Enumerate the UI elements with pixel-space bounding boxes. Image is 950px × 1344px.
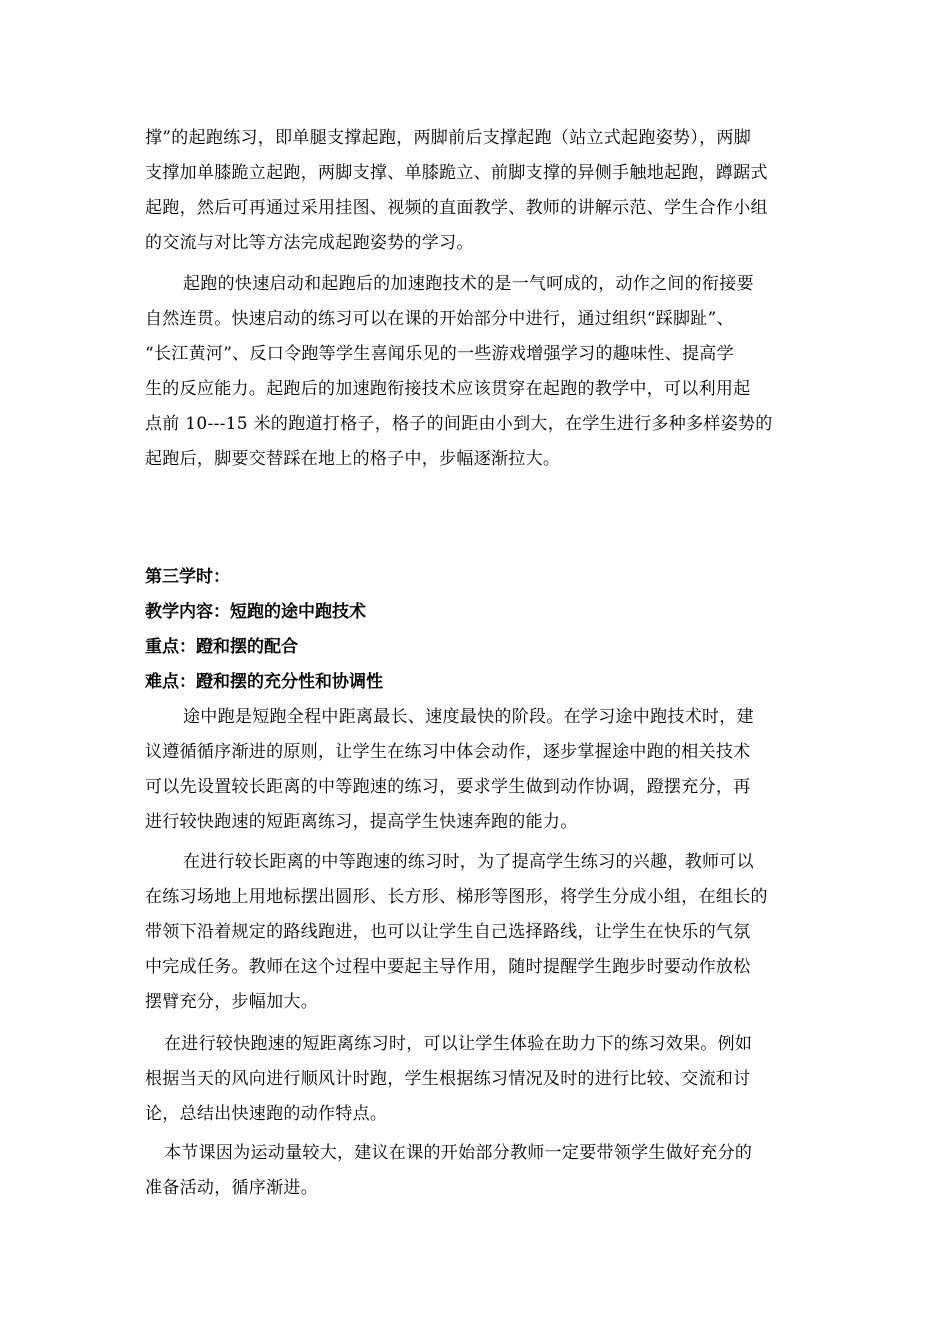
text-line: 可以先设置较长距离的中等跑速的练习，要求学生做到动作协调，蹬摆充分，再 xyxy=(145,777,751,797)
section-third-lesson xyxy=(145,560,809,700)
text-line: 中完成任务。教师在这个过程中要起主导作用，随时提醒学生跑步时要动作放松 xyxy=(145,957,751,977)
text-line: 起跑后，脚要交替踩在地上的格子中，步幅逐渐拉大。 xyxy=(145,449,561,469)
text-line: 准备活动，循序渐进。 xyxy=(145,1178,318,1198)
text-line: 议遵循循序渐进的原则，让学生在练习中体会动作，逐步掌握途中跑的相关技术 xyxy=(145,742,751,762)
text-line: 生的反应能力。起跑后的加速跑衔接技术应该贯穿在起跑的教学中，可以利用起 xyxy=(145,379,751,399)
text-line: 本节课因为运动量较大，建议在课的开始部分教师一定要带领学生做好充分的 xyxy=(164,1143,753,1163)
teaching-content: 教学内容：短跑的途中跑技术 xyxy=(145,602,366,622)
text-line: 带领下沿着规定的路线跑进，也可以让学生自己选择路线，让学生在快乐的气氛 xyxy=(145,922,751,942)
text-line: 支撑加单膝跪立起跑，两脚支撑、单膝跪立、前脚支撑的异侧手触地起跑，蹲踞式 xyxy=(145,163,768,183)
text-line: 根据当天的风向进行顺风计时跑，学生根据练习情况及时的进行比较、交流和讨 xyxy=(145,1069,751,1089)
paragraph-quick-start xyxy=(145,267,809,477)
text-line: 进行较快跑速的短距离练习，提高学生快速奔跑的能力。 xyxy=(145,812,578,832)
paragraph-longer-distance xyxy=(145,845,809,1020)
key-point: 重点：蹬和摆的配合 xyxy=(145,637,298,657)
paragraph-short-distance xyxy=(145,1027,809,1132)
text-line: 撑”的起跑练习，即单腿支撑起跑，两脚前后支撑起跑（站立式起跑姿势），两脚 xyxy=(145,128,751,148)
text-line: 在练习场地上用地标摆出圆形、长方形、梯形等图形，将学生分成小组，在组长的 xyxy=(145,887,768,907)
text-line: 自然连贯。快速启动的练习可以在课的开始部分中进行，通过组织“踩脚趾”、 xyxy=(145,309,734,329)
text-line: 在进行较长距离的中等跑速的练习时，为了提高学生练习的兴趣，教师可以 xyxy=(183,852,754,872)
text-line: “长江黄河”、反口令跑等学生喜闻乐见的一些游戏增强学习的趣味性、提高学 xyxy=(145,344,734,364)
text-line: 起跑的快速启动和起跑后的加速跑技术的是一气呵成的，动作之间的衔接要 xyxy=(183,274,754,294)
text-line: 论，总结出快速跑的动作特点。 xyxy=(145,1104,388,1124)
text-line: 在进行较快跑速的短距离练习时，可以让学生体验在助力下的练习效果。例如 xyxy=(164,1034,753,1054)
paragraph-warmup xyxy=(145,1136,809,1206)
text-line: 的交流与对比等方法完成起跑姿势的学习。 xyxy=(145,233,474,253)
text-line: 摆臂充分，步幅加大。 xyxy=(145,992,318,1012)
section-title: 第三学时： xyxy=(145,567,230,587)
text-line: 点前 10---15 米的跑道打格子，格子的间距由小到大，在学生进行多种多样姿势的 xyxy=(145,414,773,434)
text-line: 起跑，然后可再通过采用挂图、视频的直面教学、教师的讲解示范、学生合作小组 xyxy=(145,198,768,218)
text-line: 途中跑是短跑全程中距离最长、速度最快的阶段。在学习途中跑技术时，建 xyxy=(183,707,754,727)
paragraph-start-posture xyxy=(145,121,809,261)
paragraph-midway-running xyxy=(145,700,809,840)
difficulty-point: 难点：蹬和摆的充分性和协调性 xyxy=(145,672,383,692)
